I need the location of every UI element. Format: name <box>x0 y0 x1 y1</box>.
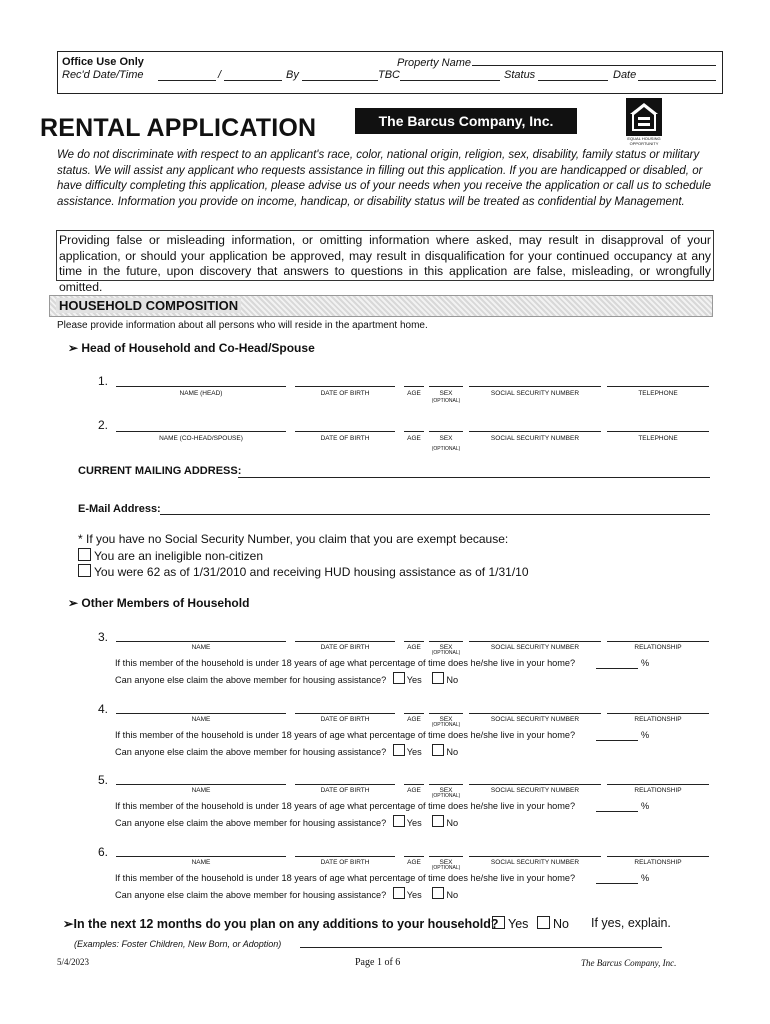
member-age-field[interactable] <box>404 856 424 857</box>
field-label: NAME <box>191 859 211 866</box>
office-use-label: Office Use Only <box>62 56 144 68</box>
field-label: AGE <box>407 859 421 866</box>
additions-no[interactable] <box>537 916 569 931</box>
by-label: By <box>286 69 299 81</box>
checkbox[interactable] <box>537 916 550 929</box>
member-dob-field[interactable] <box>295 641 395 642</box>
member-name-field[interactable] <box>116 784 286 785</box>
property-name-label: Property Name <box>397 57 471 69</box>
recd-date-time-label: Rec'd Date/Time <box>62 69 144 81</box>
percent-sign: % <box>641 658 650 668</box>
office-use-box <box>57 51 723 94</box>
member-dob-field[interactable] <box>295 713 395 714</box>
residence-percentage-question: If this member of the household is under 18 years of age what percentage of time does he/she live in your home? <box>115 873 576 883</box>
field-label: (OPTIONAL) <box>431 865 461 871</box>
member-ssn-field[interactable] <box>469 713 601 714</box>
member-ssn-field[interactable] <box>469 641 601 642</box>
checkbox[interactable] <box>78 548 91 561</box>
footer-date: 5/4/2023 <box>57 957 90 967</box>
company-banner: The Barcus Company, Inc. <box>355 108 577 134</box>
option-label: No <box>553 917 569 931</box>
member-relationship-field[interactable] <box>607 713 709 714</box>
member-dob-field[interactable] <box>295 856 395 857</box>
row-number: 5. <box>98 773 109 787</box>
property-name-field[interactable] <box>472 65 716 66</box>
field-label: TELEPHONE <box>638 435 678 442</box>
head-age-field[interactable] <box>404 386 424 387</box>
field-label: SOCIAL SECURITY NUMBER <box>490 859 580 866</box>
residence-percentage-question: If this member of the household is under 18 years of age what percentage of time does he/she live in your home? <box>115 658 576 668</box>
ssn-option-noncitizen[interactable] <box>78 548 263 563</box>
email-label: E-Mail Address: <box>78 503 161 515</box>
option-label: Yes <box>406 818 422 828</box>
additions-yes[interactable] <box>492 916 528 931</box>
residence-percentage-field[interactable] <box>596 811 638 812</box>
field-label: NAME <box>191 716 211 723</box>
field-label: SOCIAL SECURITY NUMBER <box>490 390 580 397</box>
field-label: DATE OF BIRTH <box>320 716 370 723</box>
field-label: AGE <box>407 644 421 651</box>
nondiscrimination-statement: We do not discriminate with respect to an applicant's race, color, national origin, religion, sex, disability, family status or military status. We will assist any applicant who requests assistance in filling out this application. If you are handicapped or disabled, or have difficulty completing this application, please advise us of your needs when you receive the application or call us to schedule assistance. Information you provide on income, handicap, or disability status will be treated as confidential by Management. <box>57 149 711 208</box>
additions-examples: (Examples: Foster Children, New Born, or Adoption) <box>74 939 282 949</box>
field-label: SEX <box>439 716 453 723</box>
claim-no-checkbox[interactable] <box>432 887 444 899</box>
option-label: No <box>446 675 459 685</box>
member-relationship-field[interactable] <box>607 784 709 785</box>
row-number: 1. <box>98 374 109 388</box>
field-label: DATE OF BIRTH <box>320 644 370 651</box>
additions-explain-label: If yes, explain. <box>591 916 671 930</box>
row-number: 4. <box>98 702 109 716</box>
head-name-field[interactable] <box>116 386 286 387</box>
claim-no-checkbox[interactable] <box>432 815 444 827</box>
member-sex-field[interactable] <box>429 856 463 857</box>
percent-sign: % <box>641 801 650 811</box>
option-label: Yes <box>508 917 529 931</box>
member-name-field[interactable] <box>116 856 286 857</box>
field-label: DATE OF BIRTH <box>320 859 370 866</box>
checkbox[interactable] <box>492 916 505 929</box>
head-sex-field[interactable] <box>429 386 463 387</box>
cohead-name-field[interactable] <box>116 431 286 432</box>
household-section-title: HOUSEHOLD COMPOSITION <box>56 298 241 313</box>
date-label: Date <box>613 69 637 81</box>
residence-percentage-field[interactable] <box>596 883 638 884</box>
head-telephone-field[interactable] <box>607 386 709 387</box>
field-label: SEX <box>439 787 453 794</box>
additions-explain-field[interactable] <box>300 947 662 948</box>
member-sex-field[interactable] <box>429 713 463 714</box>
mailing-address-label: CURRENT MAILING ADDRESS: <box>78 465 242 477</box>
field-label: SOCIAL SECURITY NUMBER <box>490 644 580 651</box>
option-label: Yes <box>406 747 422 757</box>
field-label: TELEPHONE <box>638 390 678 397</box>
option-label: You were 62 as of 1/31/2010 and receiving HUD housing assistance as of 1/31/10 <box>94 565 529 579</box>
member-sex-field[interactable] <box>429 641 463 642</box>
field-label: RELATIONSHIP <box>634 644 682 651</box>
ssn-exempt-note: * If you have no Social Security Number, you claim that you are exempt because: <box>78 532 509 546</box>
field-label: (OPTIONAL) <box>431 793 461 799</box>
cohead-telephone-field[interactable] <box>607 431 709 432</box>
status-field[interactable] <box>538 80 608 81</box>
claim-question: Can anyone else claim the above member for housing assistance? <box>115 818 387 828</box>
field-label: NAME (HEAD) <box>179 390 223 397</box>
head-ssn-field[interactable] <box>469 386 601 387</box>
mailing-address-field[interactable] <box>238 477 710 478</box>
member-ssn-field[interactable] <box>469 784 601 785</box>
field-label: SOCIAL SECURITY NUMBER <box>490 716 580 723</box>
equal-housing-text: EQUAL HOUSING OPPORTUNITY <box>627 136 661 146</box>
field-label: SEX <box>439 435 453 442</box>
claim-yes-checkbox[interactable] <box>393 887 405 899</box>
option-label: You are an ineligible non-citizen <box>94 549 264 563</box>
option-label: No <box>446 818 459 828</box>
cohead-dob-field[interactable] <box>295 431 395 432</box>
member-relationship-field[interactable] <box>607 856 709 857</box>
page-title: RENTAL APPLICATION <box>40 114 317 142</box>
residence-percentage-field[interactable] <box>596 740 638 741</box>
field-label: AGE <box>407 716 421 723</box>
field-label: SOCIAL SECURITY NUMBER <box>490 787 580 794</box>
footer-page: Page 1 of 6 <box>355 957 401 968</box>
residence-percentage-field[interactable] <box>596 668 638 669</box>
claim-no-checkbox[interactable] <box>432 672 444 684</box>
claim-question: Can anyone else claim the above member for housing assistance? <box>115 675 387 685</box>
claim-question: Can anyone else claim the above member for housing assistance? <box>115 747 387 757</box>
recd-date-field[interactable] <box>158 80 216 81</box>
member-age-field[interactable] <box>404 641 424 642</box>
option-label: Yes <box>406 890 422 900</box>
row-number: 2. <box>98 418 109 432</box>
by-field[interactable] <box>302 80 378 81</box>
member-name-field[interactable] <box>116 713 286 714</box>
claim-question-row <box>115 815 458 828</box>
field-label: (OPTIONAL) <box>431 722 461 728</box>
member-ssn-field[interactable] <box>469 856 601 857</box>
cohead-sex-field[interactable] <box>429 431 463 432</box>
equal-housing-logo <box>620 98 668 146</box>
cohead-age-field[interactable] <box>404 431 424 432</box>
field-label: (OPTIONAL) <box>431 650 461 656</box>
additions-question: ➢In the next 12 months do you plan on any additions to your household? <box>63 917 499 931</box>
claim-yes-checkbox[interactable] <box>393 672 405 684</box>
date-slash: / <box>218 69 222 81</box>
field-label: (OPTIONAL) <box>431 446 461 452</box>
field-label: AGE <box>407 390 421 397</box>
member-age-field[interactable] <box>404 713 424 714</box>
ssn-option-62[interactable] <box>78 564 529 579</box>
checkbox[interactable] <box>78 564 91 577</box>
head-dob-field[interactable] <box>295 386 395 387</box>
email-field[interactable] <box>160 514 710 515</box>
member-name-field[interactable] <box>116 641 286 642</box>
claim-yes-checkbox[interactable] <box>393 815 405 827</box>
tbc-field[interactable] <box>400 80 500 81</box>
household-intro: Please provide information about all persons who will reside in the apartment home. <box>57 320 428 331</box>
claim-yes-checkbox[interactable] <box>393 744 405 756</box>
member-age-field[interactable] <box>404 784 424 785</box>
footer-company: The Barcus Company, Inc. <box>581 958 677 968</box>
field-label: SEX <box>439 859 453 866</box>
member-sex-field[interactable] <box>429 784 463 785</box>
field-label: DATE OF BIRTH <box>320 787 370 794</box>
row-number: 6. <box>98 845 109 859</box>
field-label: SOCIAL SECURITY NUMBER <box>490 435 580 442</box>
field-label: DATE OF BIRTH <box>320 435 370 442</box>
head-of-household-title: ➢ Head of Household and Co-Head/Spouse <box>68 341 315 355</box>
field-label: AGE <box>407 435 421 442</box>
tbc-label: TBC <box>378 69 400 81</box>
member-relationship-field[interactable] <box>607 641 709 642</box>
field-label: AGE <box>407 787 421 794</box>
other-members-title: ➢ Other Members of Household <box>68 596 250 610</box>
row-number: 3. <box>98 630 109 644</box>
field-label: RELATIONSHIP <box>634 859 682 866</box>
cohead-ssn-field[interactable] <box>469 431 601 432</box>
household-section-header <box>49 295 713 317</box>
field-label: RELATIONSHIP <box>634 716 682 723</box>
field-label: RELATIONSHIP <box>634 787 682 794</box>
field-label: NAME (CO-HEAD/SPOUSE) <box>159 435 243 442</box>
date-field[interactable] <box>638 80 716 81</box>
field-label: NAME <box>191 787 211 794</box>
field-label: (OPTIONAL) <box>431 398 461 404</box>
claim-question-row <box>115 887 458 900</box>
warning-box: Providing false or misleading information, or omitting information where asked, may result in disapproval of your application, or should your application be approved, may result in disqualification for your continued occupancy at any time in the future, upon discovery that answers to questions in this application are false, misleading, or wrongfully omitted. <box>56 230 714 281</box>
percent-sign: % <box>641 730 650 740</box>
member-dob-field[interactable] <box>295 784 395 785</box>
field-label: NAME <box>191 644 211 651</box>
claim-question-row <box>115 744 458 757</box>
claim-no-checkbox[interactable] <box>432 744 444 756</box>
option-label: No <box>446 890 459 900</box>
status-label: Status <box>504 69 536 81</box>
residence-percentage-question: If this member of the household is under 18 years of age what percentage of time does he/she live in your home? <box>115 801 576 811</box>
field-label: SEX <box>439 644 453 651</box>
residence-percentage-question: If this member of the household is under 18 years of age what percentage of time does he/she live in your home? <box>115 730 576 740</box>
claim-question: Can anyone else claim the above member for housing assistance? <box>115 890 387 900</box>
field-label: DATE OF BIRTH <box>320 390 370 397</box>
field-label: SEX <box>439 390 453 397</box>
percent-sign: % <box>641 873 650 883</box>
claim-question-row <box>115 672 458 685</box>
option-label: No <box>446 747 459 757</box>
option-label: Yes <box>406 675 422 685</box>
recd-time-field[interactable] <box>224 80 282 81</box>
